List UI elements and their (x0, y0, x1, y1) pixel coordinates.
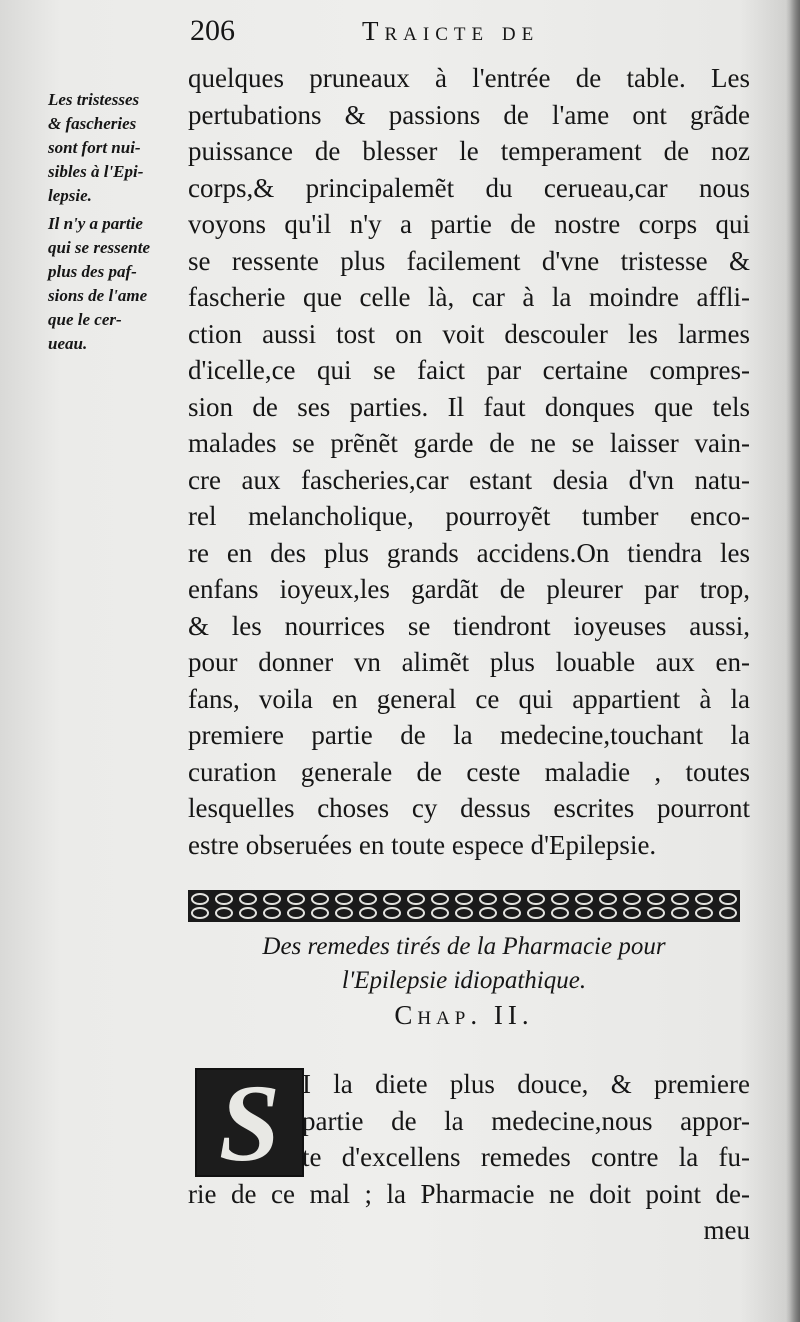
text-line: malades se prẽnẽt garde de ne se laisser vain- (188, 428, 750, 458)
ornamental-band (188, 888, 740, 924)
catchword: meu (703, 1215, 750, 1245)
text-line: rel melancholique, pourroyẽt tumber enco- (188, 501, 750, 531)
page-edge-shadow (786, 0, 800, 1322)
margin-note-line: plus des paf- (48, 262, 137, 281)
text-line: voyons qu'il n'y a partie de nostre corps qui (188, 209, 750, 239)
text-line: & les nourrices se tiendront ioyeuses aussi, (188, 610, 750, 641)
chapter-title: Chap. II. (394, 1000, 534, 1030)
text-line: corps,& principalemẽt du cerueau,car nous (188, 172, 750, 203)
text-line: fans, voila en general ce qui appartient à la (188, 683, 750, 714)
margin-note-line: que le cer- (48, 310, 122, 329)
text-line: ction aussi tost on voit descouler les larmes (188, 318, 750, 349)
text-line: estre obseruées en toute espece d'Epilepsie. (188, 829, 657, 860)
margin-note-2 (48, 212, 184, 356)
text-line: premiere partie de la medecine,touchant la (188, 720, 750, 750)
text-line: re en des plus grands accidens.On tiendra les (188, 537, 750, 568)
margin-note-line: ueau. (48, 334, 88, 353)
text-line: curation generale de ceste maladie , toutes (188, 756, 750, 787)
margin-note-line: sibles à l'Epi- (48, 162, 144, 181)
text-line: te d'excellens remedes contre la fu- (302, 1142, 750, 1172)
text-line: puissance de blesser le temperament de noz (188, 136, 750, 166)
page-number: 206 (190, 14, 235, 47)
margin-note-line: sions de l'ame (48, 286, 148, 305)
text-line: quelques pruneaux à l'entrée de table. Les (188, 63, 750, 93)
chapter-paragraph (188, 1061, 750, 1249)
text-line: cre aux fascheries,car estant desia d'vn natu- (188, 464, 750, 495)
text-line: pertubations & passions de l'ame ont grãde (188, 99, 750, 130)
heading-line: l'Epilepsie idiopathique. (341, 967, 587, 994)
margin-note-line: qui se ressente (48, 238, 150, 257)
margin-note-line: & fascheries (48, 114, 137, 133)
text-line: sion de ses parties. Il faut donques que tels (188, 391, 750, 422)
text-line: enfans ioyeux,les gardãt de pleurer par trop, (188, 574, 750, 604)
margin-note-line: Les tristesses (48, 90, 140, 109)
text-line: lesquelles choses cy dessus escrites pourront (188, 793, 750, 823)
page-header (190, 14, 750, 54)
text-line: pour donner vn alimẽt plus louable aux en- (188, 647, 750, 677)
section-heading (188, 930, 740, 998)
margin-note-line: lepsie. (48, 186, 92, 205)
margin-note-line: Il n'y a partie (48, 214, 143, 233)
text-line: d'icelle,ce qui se faict par certaine compres- (188, 355, 750, 385)
text-line: se ressente plus facilement d'vne tristesse & (188, 245, 750, 276)
heading-line: Des remedes tirés de la Pharmacie pour (262, 933, 666, 960)
margin-note-1 (48, 88, 184, 208)
margin-notes (48, 88, 184, 356)
margin-note-line: sont fort nui- (48, 138, 141, 157)
text-line: rie de ce mal ; la Pharmacie ne doit point de- (188, 1178, 750, 1209)
initial-letter: S (218, 1061, 281, 1184)
text-line: fascherie que celle là, car à la moindre affli- (188, 282, 750, 312)
body-paragraph (188, 60, 750, 863)
text-line: I la diete plus douce, & premiere (302, 1069, 750, 1099)
text-line: partie de la medecine,nous appor- (302, 1105, 750, 1136)
running-head: Traicte de (362, 16, 540, 46)
